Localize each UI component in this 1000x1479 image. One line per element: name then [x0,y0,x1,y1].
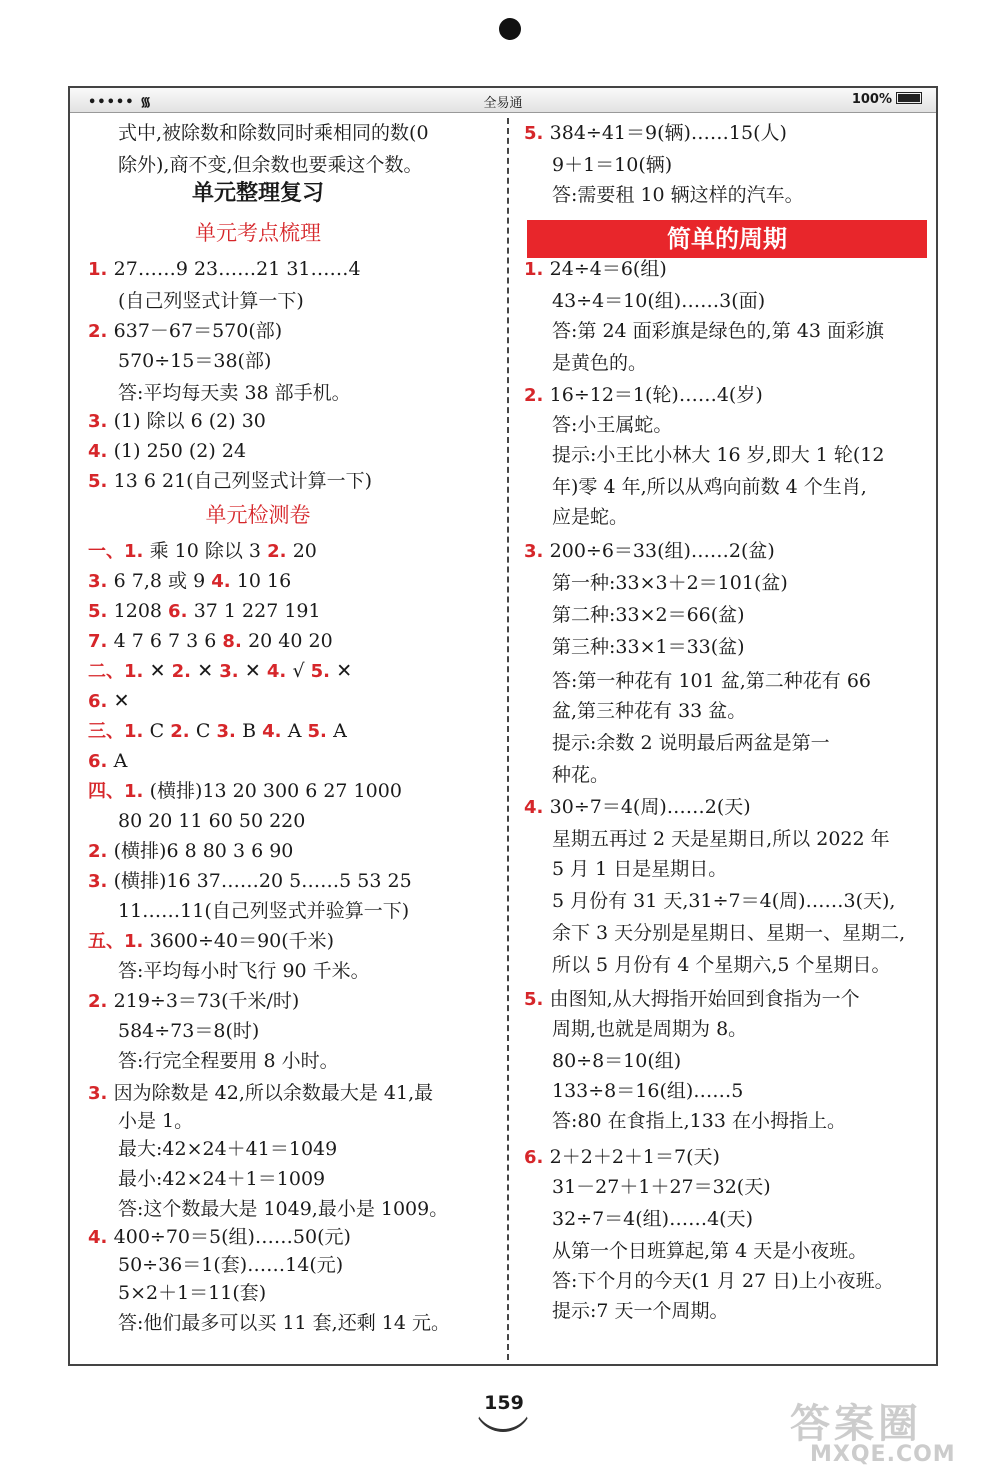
item-number: 3. [88,871,114,892]
item-text: 答:小王属蛇。 [552,414,673,436]
answer-line [552,600,745,630]
answer-line [552,854,727,884]
item-text: 5 月 1 日是星期日。 [552,858,728,880]
item-number: 6. [524,1147,550,1168]
answer-line [552,502,628,532]
answer-line [88,436,246,467]
answer-line [552,150,672,180]
item-text: 219÷3＝73(千米/时) [113,990,300,1012]
answer-line [118,1046,339,1076]
answer-line [524,118,787,149]
item-text: 27……9 23……21 31……4 [113,258,361,280]
answer-line [118,956,370,986]
item-text: 11……11(自己列竖式并验算一下) [118,900,410,922]
item-text: (自己列竖式计算一下) [118,290,304,312]
item-text: 6 7,8 或 9 [113,570,212,592]
answer-line [524,1142,720,1173]
item-text: 小是 1。 [118,1110,194,1132]
answer-line [552,472,867,502]
item-text: ✕ [149,660,172,682]
answer-line [552,1076,743,1106]
item-text: 16÷12＝1(轮)……4(岁) [549,384,763,406]
item-number: 二、1. [88,661,150,682]
item-text: (横排)13 20 300 6 27 1000 [149,780,402,802]
item-number: 3. [88,411,114,432]
answer-line [118,1278,266,1308]
item-number: 五、1. [88,931,150,952]
item-number: 5. [524,123,550,144]
item-text: B [242,720,263,742]
item-number: 5. [88,601,114,622]
answer-line [118,1134,337,1164]
item-number: 4. [211,571,237,592]
item-text: C [195,720,217,742]
item-text: 20 40 20 [248,630,333,652]
item-text: ✕ [244,660,267,682]
item-text: 13 6 21(自己列竖式计算一下) [113,470,372,492]
answer-line [88,406,266,437]
item-number: 1. [524,259,550,280]
answer-line [118,1194,448,1224]
answer-line [552,1296,729,1326]
answer-line [552,440,884,470]
item-number: 4. [266,661,293,682]
status-bar [70,88,936,113]
answer-line [552,1014,747,1044]
answer-line [118,806,305,836]
answer-line [552,824,890,854]
watermark [790,1392,985,1472]
section-heading [88,178,428,208]
answer-line [552,410,672,440]
answer-line [88,836,293,867]
item-number: 5. [307,721,334,742]
answer-line [88,926,334,957]
item-text: 星期五再过 2 天是星期日,所以 2022 年 [552,828,890,850]
answer-line [88,1078,433,1109]
answer-line [118,1164,325,1194]
item-text: (1) 250 (2) 24 [113,440,247,462]
answer-line [88,686,130,717]
item-text: 4 7 6 7 3 6 [113,630,223,652]
item-number: 5. [88,471,114,492]
item-text: 式中,被除数和除数同时乘相同的数(0 [118,122,429,144]
item-number: 6. [88,691,114,712]
answer-line [118,150,423,180]
item-text: 答:第一种花有 101 盆,第二种花有 66 [552,670,872,692]
item-text: 2＋2＋2＋1＝7(天) [549,1146,720,1168]
item-text: 3600÷40＝90(千米) [149,930,335,952]
item-text: 答:第 24 面彩旗是绿色的,第 43 面彩旗 [552,320,884,342]
answer-line [552,760,609,790]
item-text: 第三种:33×1＝33(盆) [552,636,745,658]
item-number: 三、1. [88,721,150,742]
item-number: 2. [170,721,196,742]
answer-line [552,666,871,696]
item-number: 1. [88,259,114,280]
item-text: 20 [292,540,317,562]
item-text: 乘 10 除以 3 [149,540,268,562]
answer-line [118,1308,450,1338]
item-number: 2. [524,385,550,406]
answer-line [88,536,317,567]
item-text: 第二种:33×2＝66(盆) [552,604,745,626]
answer-line [552,696,746,726]
item-text: 5×2＋1＝11(套) [118,1282,267,1304]
heading-text: 单元检测卷 [205,503,311,527]
wifi-icon: ᯾ [140,95,153,110]
item-text: 种花。 [552,764,610,786]
answer-line [88,716,347,747]
answer-line [88,626,333,657]
item-text: C [149,720,171,742]
item-text: 最小:42×24＋1＝1009 [118,1168,326,1190]
answer-line [524,380,763,411]
item-text: 答:他们最多可以买 11 套,还剩 14 元。 [118,1312,450,1334]
item-text: 因为除数是 42,所以余数最大是 41,最 [113,1082,434,1104]
answer-line [552,1204,753,1234]
answer-line [552,568,788,598]
answer-line [118,118,429,148]
answer-line [552,286,765,316]
item-number: 4. [88,441,114,462]
section-heading [88,218,428,248]
answer-line [88,746,127,777]
item-number: 8. [222,631,249,652]
item-text: 400÷70＝5(组)……50(元) [113,1226,351,1248]
item-text: 周期,也就是周期为 8。 [552,1018,748,1040]
answer-line [118,378,351,408]
item-text: 32÷7＝4(组)……4(天) [552,1208,754,1230]
answer-line [552,1236,867,1266]
item-text: ✕ [197,660,220,682]
item-number: 7. [88,631,114,652]
answer-line [118,286,304,316]
heading-text: 单元考点梳理 [195,221,321,245]
answer-line [552,886,895,916]
answer-line [552,180,804,210]
item-number: 2. [88,321,114,342]
item-text: 答:平均每小时飞行 90 千米。 [118,960,370,982]
section-banner: 简单的周期 [527,220,927,258]
page-number: 159 [484,1392,524,1414]
item-text: 37 1 227 191 [193,600,321,622]
answer-line [552,1046,681,1076]
item-number: 4. [88,1227,114,1248]
answer-line [118,1016,259,1046]
item-text: 答:这个数最大是 1049,最小是 1009。 [118,1198,449,1220]
item-text: 应是蛇。 [552,506,629,528]
item-text: 从第一个日班算起,第 4 天是小夜班。 [552,1240,868,1262]
item-text: 584÷73＝8(时) [118,1020,260,1042]
item-number: 四、1. [88,781,150,802]
answer-line [88,316,282,347]
status-title: 全易通 [483,96,523,111]
item-text: 5 月份有 31 天,31÷7＝4(周)……3(天), [552,890,896,912]
answer-line [552,348,647,378]
item-text: 盆,第三种花有 33 盆。 [552,700,747,722]
answer-line [118,1250,343,1280]
item-text: 10 16 [236,570,292,592]
item-text: 答:需要租 10 辆这样的汽车。 [552,184,804,206]
item-text: 43÷4＝10(组)……3(面) [552,290,766,312]
item-number: 3. [88,571,114,592]
item-text: 31－27＋1＋27＝32(天) [552,1176,771,1198]
item-text: 24÷4＝6(组) [549,258,667,280]
answer-line [552,316,884,346]
answer-line [118,346,271,376]
item-text: 答:行完全程要用 8 小时。 [118,1050,339,1072]
item-number: 2. [88,991,114,1012]
answer-line [88,656,352,687]
item-text: √ [292,660,311,682]
camera-dot-icon [499,18,521,40]
section-heading [88,500,428,530]
item-text: (1) 除以 6 (2) 30 [113,410,266,432]
answer-line [88,986,299,1017]
item-text: A [287,720,308,742]
item-text: 所以 5 月份有 4 个星期六,5 个星期日。 [552,954,891,976]
item-text: 由图知,从大拇指开始回到食指为一个 [549,988,860,1010]
item-number: 4. [524,797,550,818]
item-text: 提示:7 天一个周期。 [552,1300,729,1322]
item-text: 余下 3 天分别是星期日、星期一、星期二, [552,922,906,944]
answer-line [552,632,745,662]
item-text: (横排)16 37……20 5……5 53 25 [113,870,412,892]
item-text: 1208 [113,600,169,622]
answer-line [524,984,860,1015]
item-text: 80 20 11 60 50 220 [118,810,306,832]
signal-icon: ••••• [88,95,135,110]
item-text: ✕ [336,660,353,682]
answer-line [552,950,891,980]
item-number: 6. [168,601,194,622]
item-number: 一、1. [88,541,150,562]
item-text: 答:下个月的今天(1 月 27 日)上小夜班。 [552,1270,894,1292]
battery-icon [896,92,922,104]
item-text: 除外),商不变,但余数也要乘这个数。 [118,154,423,176]
heading-text: 单元整理复习 [191,180,324,206]
item-text: (横排)6 8 80 3 6 90 [113,840,294,862]
item-text: 637－67＝570(部) [113,320,283,342]
item-text: 30÷7＝4(周)……2(天) [549,796,751,818]
item-text: 年)零 4 年,所以从鸡向前数 4 个生肖, [552,476,867,498]
watermark-url: MXQE.COM [810,1442,956,1467]
answer-line [524,792,751,823]
item-text: ✕ [113,690,130,712]
item-text: 200÷6＝33(组)……2(盆) [549,540,775,562]
answer-line [88,596,321,627]
answer-line [552,1266,894,1296]
item-number: 2. [88,841,114,862]
item-text: 最大:42×24＋41＝1049 [118,1138,338,1160]
battery-text: 100% [851,92,892,107]
item-number: 2. [171,661,198,682]
item-text: 80÷8＝10(组) [552,1050,682,1072]
item-text: 570÷15＝38(部) [118,350,272,372]
item-number: 3. [219,661,245,682]
item-text: 答:80 在食指上,133 在小拇指上。 [552,1110,846,1132]
answer-line [88,566,291,597]
item-text: 50÷36＝1(套)……14(元) [118,1254,344,1276]
answer-line [88,776,402,807]
item-number: 3. [88,1083,114,1104]
answer-line [552,1106,846,1136]
answer-line [118,1106,193,1136]
item-text: 答:平均每天卖 38 部手机。 [118,382,351,404]
column-divider [507,118,509,1360]
item-text: 提示:小王比小林大 16 岁,即大 1 轮(12 [552,444,885,466]
item-text: 提示:余数 2 说明最后两盆是第一 [552,732,830,754]
item-text: 133÷8＝16(组)……5 [552,1080,744,1102]
answer-line [552,728,830,758]
item-number: 6. [88,751,114,772]
watermark-logo: 答案圈 [790,1401,922,1447]
item-number: 5. [524,989,550,1010]
answer-line [524,536,775,567]
answer-line [552,918,905,948]
item-text: 9＋1＝10(辆) [552,154,673,176]
answer-line [88,866,412,897]
item-text: 第一种:33×3＋2＝101(盆) [552,572,788,594]
item-number: 4. [262,721,288,742]
item-number: 3. [216,721,243,742]
item-text: A [333,720,347,742]
item-number: 5. [310,661,337,682]
item-number: 3. [524,541,550,562]
item-text: 384÷41＝9(辆)……15(人) [549,122,787,144]
item-text: A [113,750,128,772]
item-number: 2. [267,541,293,562]
answer-line [88,254,361,285]
answer-line [88,1222,351,1253]
answer-line [118,896,409,926]
answer-line [552,1172,771,1202]
answer-line [88,466,372,497]
answer-line [524,254,667,285]
item-text: 是黄色的。 [552,352,648,374]
